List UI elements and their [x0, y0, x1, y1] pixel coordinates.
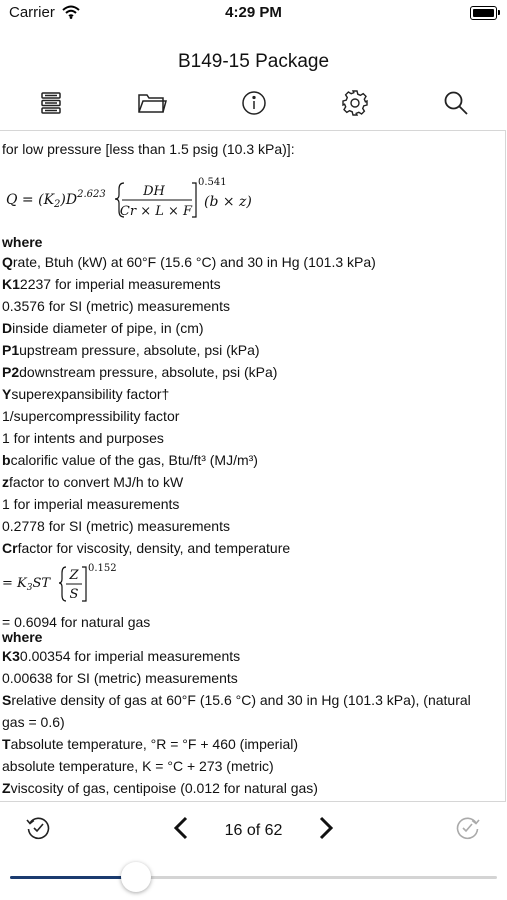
slider-thumb[interactable]	[121, 862, 151, 892]
definition-item	[2, 714, 65, 730]
definition-item	[2, 648, 240, 664]
svg-text:(b × z): (b × z)	[204, 194, 252, 210]
definition-term: D	[2, 320, 13, 336]
battery-icon	[470, 6, 497, 20]
history-forward-button[interactable]	[450, 810, 486, 846]
definition-term: b	[2, 452, 11, 468]
definition-text: superexpansibility factor†	[11, 386, 170, 402]
definition-text: 1/supercompressibility factor	[2, 408, 180, 424]
svg-text:= K3ST: = $K_3ST$	[2, 576, 51, 593]
definition-text: factor to convert MJ/h to kW	[9, 474, 184, 490]
settings-button[interactable]	[338, 86, 372, 120]
toolbar	[0, 86, 507, 120]
toc-icon	[38, 90, 64, 116]
flow-formula	[6, 171, 266, 223]
definition-text: absolute temperature, K = °C + 273 (metric)	[2, 758, 274, 774]
cr-formula	[2, 561, 142, 611]
info-icon	[241, 90, 267, 116]
definition-text: downstream pressure, absolute, psi (kPa)	[19, 364, 278, 380]
definition-text: absolute temperature, °R = °F + 460 (imperial)	[10, 736, 298, 752]
definition-term: Cr	[2, 540, 18, 556]
definition-text: inside diameter of pipe, in (cm)	[12, 320, 204, 336]
folder-button[interactable]	[135, 86, 169, 120]
definition-text: rate, Btuh (kW) at 60°F (15.6 °C) and 30 in Hg (101.3 kPa)	[12, 254, 376, 270]
definition-item	[2, 474, 183, 490]
definition-text: upstream pressure, absolute, psi (kPa)	[19, 342, 260, 358]
folder-icon	[137, 90, 167, 116]
definition-text: 2237 for imperial measurements	[19, 276, 221, 292]
history-forward-icon	[454, 814, 482, 842]
definition-term: T	[2, 736, 11, 752]
definition-text: gas = 0.6)	[2, 714, 65, 730]
definition-item	[2, 758, 274, 774]
bottom-bar	[0, 804, 507, 860]
definition-text: 0.00354 for imperial measurements	[19, 648, 241, 664]
definition-item	[2, 430, 164, 446]
definition-term: P1	[2, 342, 20, 358]
definition-item	[2, 452, 258, 468]
definition-item	[2, 386, 169, 402]
definition-text: 0.3576 for SI (metric) measurements	[2, 298, 230, 314]
svg-text:Cr × L × F: Cr × L × F	[119, 204, 193, 219]
definition-term: S	[2, 692, 12, 708]
svg-text:0.152: 0.152	[88, 563, 117, 574]
definition-term: Q	[2, 254, 13, 270]
search-icon	[443, 90, 469, 116]
definition-item	[2, 320, 204, 336]
next-page-button[interactable]	[308, 810, 344, 846]
definition-item	[2, 408, 179, 424]
definition-term: z	[2, 474, 9, 490]
chevron-right-icon	[316, 815, 336, 841]
definition-term: Y	[2, 386, 12, 402]
status-time: 4:29 PM	[225, 4, 282, 21]
carrier-label: Carrier	[9, 4, 55, 21]
definition-text: 0.2778 for SI (metric) measurements	[2, 518, 230, 534]
where-heading: where	[2, 234, 43, 250]
definition-term: K1	[2, 276, 20, 292]
definition-text: relative density of gas at 60°F (15.6 °C) and 30 in Hg (101.3 kPa), (natural	[11, 692, 471, 708]
definition-item	[2, 736, 298, 752]
status-bar	[0, 0, 507, 30]
gear-icon	[341, 89, 369, 117]
slider-fill	[10, 876, 136, 879]
svg-text:Q = (K2)D2.623: $Q = (K_2)D^{2.623}$	[6, 189, 106, 210]
toc-button[interactable]	[34, 86, 68, 120]
info-button[interactable]	[237, 86, 271, 120]
where-heading-2: where	[2, 629, 43, 645]
definition-item	[2, 496, 179, 512]
definition-item	[2, 254, 376, 270]
svg-text:DH: DH	[143, 184, 165, 199]
definition-text: factor for viscosity, density, and temperature	[17, 540, 291, 556]
page-title: B149-15 Package	[177, 51, 330, 72]
svg-text:Z: Z	[69, 568, 79, 583]
intro-text: for low pressure [less than 1.5 psig (10.3 kPa)]:	[2, 141, 295, 157]
svg-text:S: S	[69, 587, 79, 602]
definition-text: 1 for imperial measurements	[2, 496, 180, 512]
definition-item	[2, 518, 230, 534]
definition-item	[2, 670, 238, 686]
definition-text: 0.00638 for SI (metric) measurements	[2, 670, 238, 686]
search-button[interactable]	[439, 86, 473, 120]
definition-item	[2, 364, 277, 380]
page-indicator: 16 of 62	[224, 822, 283, 839]
document-content[interactable]	[0, 130, 506, 802]
definition-term: K3	[2, 648, 20, 664]
definition-item	[2, 780, 318, 796]
definition-item	[2, 276, 221, 292]
page-slider[interactable]	[0, 862, 507, 896]
definition-text: viscosity of gas, centipoise (0.012 for natural gas)	[10, 780, 318, 796]
definition-term: P2	[2, 364, 20, 380]
definition-item	[2, 298, 230, 314]
definition-item	[2, 692, 471, 708]
definition-item	[2, 540, 290, 556]
natural-gas-note: = 0.6094 for natural gas	[2, 614, 151, 630]
definition-text: calorific value of the gas, Btu/ft³ (MJ/m³)	[10, 452, 258, 468]
definition-term: Z	[2, 780, 11, 796]
definition-text: 1 for intents and purposes	[2, 430, 164, 446]
definition-item	[2, 342, 260, 358]
svg-text:0.541: 0.541	[198, 177, 227, 188]
